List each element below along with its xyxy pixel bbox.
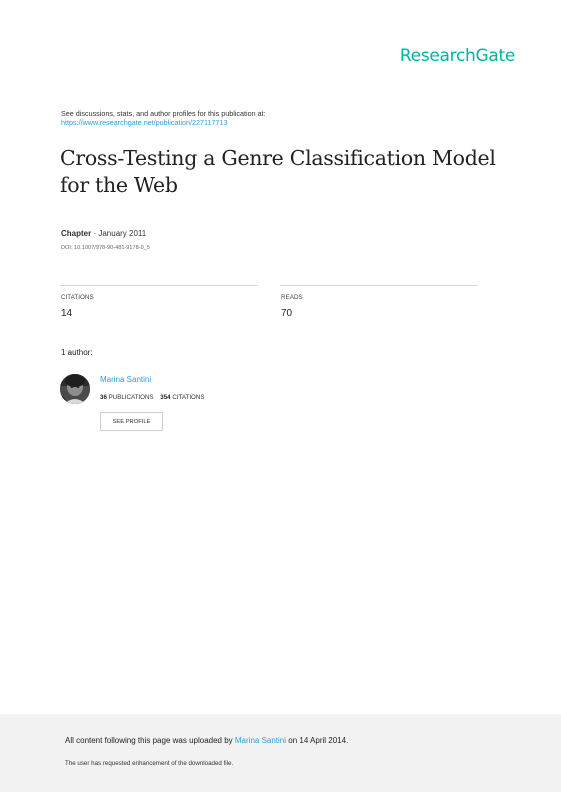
publication-meta (61, 229, 146, 239)
researchgate-logo[interactable]: ResearchGate (399, 46, 515, 66)
enhancement-note: The user has requested enhancement of the downloaded file. (65, 760, 234, 767)
author-photo-icon (60, 374, 90, 404)
see-profile-button[interactable]: SEE PROFILE (100, 412, 163, 431)
publication-title: Cross-Testing a Genre Classification Model for the Web (60, 146, 496, 197)
reads-count: 70 (281, 308, 293, 319)
author-name-link[interactable]: Marina Santini (100, 375, 152, 384)
citations-label: CITATIONS (61, 294, 94, 301)
citations-divider (60, 285, 258, 286)
author-citations-label: CITATIONS (172, 394, 205, 401)
publication-date: · January 2011 (91, 229, 147, 238)
author-citations-count: 354 (160, 394, 171, 401)
upload-info-suffix: on 14 April 2014. (286, 736, 349, 745)
doi-text: DOI: 10.1007/978-90-481-9178-9_5 (61, 245, 150, 251)
citations-count: 14 (61, 308, 73, 319)
footer-panel (0, 714, 561, 792)
publication-type: Chapter (61, 229, 92, 238)
upload-info-prefix: All content following this page was uploaded by (65, 736, 235, 745)
publication-link[interactable]: https://www.researchgate.net/publication/227117713 (61, 118, 228, 127)
authors-heading: 1 author: (61, 348, 93, 357)
upload-info (65, 736, 348, 746)
reads-divider (280, 285, 478, 286)
reads-label: READS (281, 294, 303, 301)
uploader-link[interactable]: Marina Santini (234, 736, 287, 745)
author-stats (100, 394, 204, 402)
author-publications-label: PUBLICATIONS (108, 394, 154, 401)
author-publications-count: 36 (100, 394, 107, 401)
author-avatar[interactable] (60, 374, 90, 404)
intro-text: See discussions, stats, and author profiles for this publication at: (61, 109, 266, 118)
